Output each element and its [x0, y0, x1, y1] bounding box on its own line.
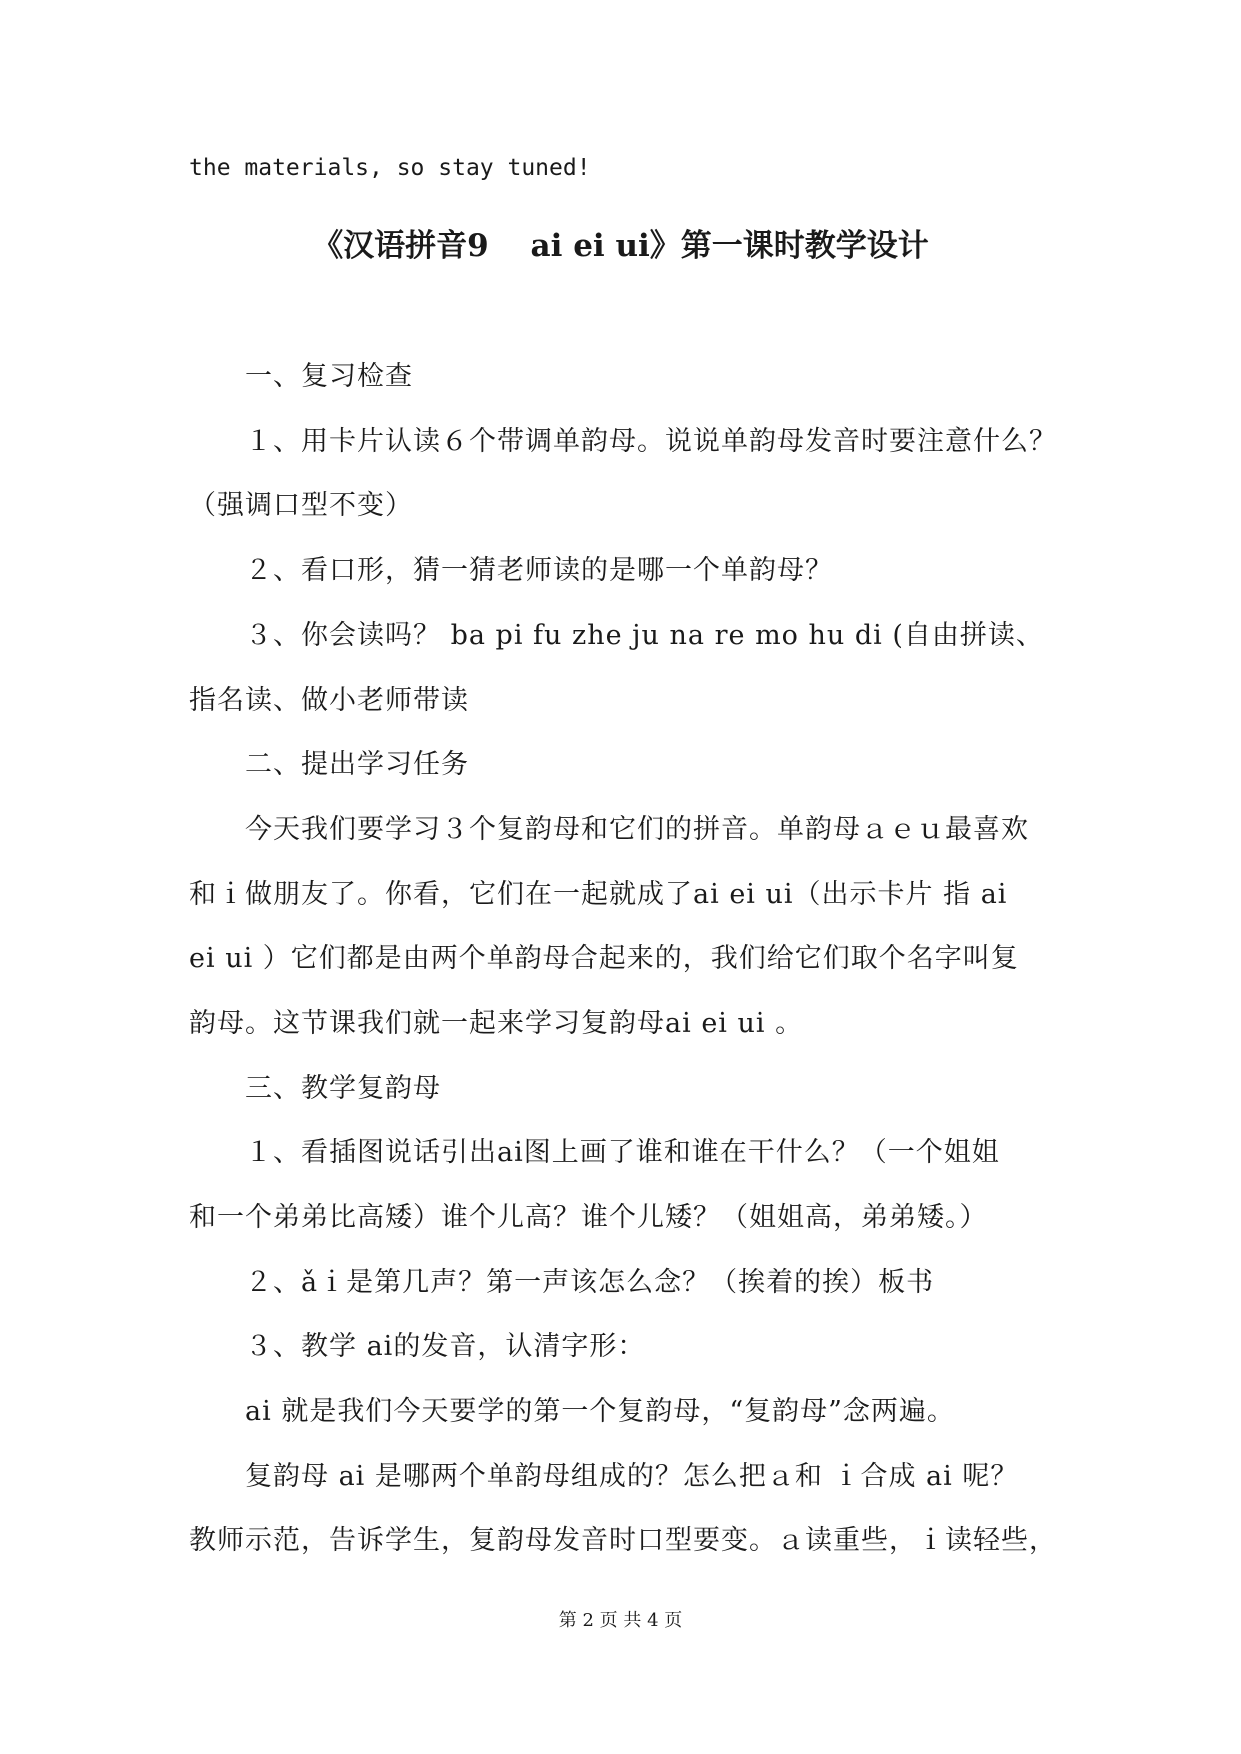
- paragraph-line: 韵母。这节课我们就一起来学习复韵母ai ei ui 。: [189, 1008, 804, 1039]
- paragraph-line: 今天我们要学习３个复韵母和它们的拼音。单韵母ａｅｕ最喜欢: [189, 814, 1029, 845]
- page-footer: 第 2 页 共 4 页: [558, 1610, 683, 1631]
- paragraph-line: （强调口型不变）: [189, 490, 413, 521]
- paragraph-line: 和ｉ做朋友了。你看，它们在一起就成了ai ei ui（出示卡片 指 ai: [189, 879, 1008, 910]
- paragraph-line: 指名读、做小老师带读: [189, 685, 469, 716]
- paragraph-line: ３、你会读吗？ ba pi fu zhe ju na re mo hu di (自由拼读、: [189, 620, 1044, 651]
- paragraph-line: 教师示范，告诉学生，复韵母发音时口型要变。ａ读重些，ｉ读轻些，: [189, 1525, 1057, 1556]
- section-heading-review: 一、复习检查: [189, 361, 413, 392]
- paragraph-line: １、用卡片认读６个带调单韵母。说说单韵母发音时要注意什么？: [189, 426, 1057, 457]
- paragraph-line: ２、ǎｉ是第几声？第一声该怎么念？（挨着的挨）板书: [189, 1267, 935, 1298]
- intro-text: the materials, so stay tuned!: [189, 155, 591, 181]
- paragraph-line: 和一个弟弟比高矮）谁个儿高？谁个儿矮？（姐姐高，弟弟矮。）: [189, 1202, 988, 1233]
- paragraph-line: １、看插图说话引出ai图上画了谁和谁在干什么？（一个姐姐: [189, 1137, 1000, 1168]
- paragraph-line: ai 就是我们今天要学的第一个复韵母，“复韵母”念两遍。: [189, 1396, 955, 1427]
- page-title: 《汉语拼音9 ai ei ui》第一课时教学设计: [312, 228, 929, 264]
- paragraph-line: ei ui ）它们都是由两个单韵母合起来的，我们给它们取个名字叫复: [189, 943, 1019, 974]
- paragraph-line: ２、看口形，猜一猜老师读的是哪一个单韵母？: [189, 555, 833, 586]
- paragraph-line: ３、教学 ai的发音，认清字形：: [189, 1331, 646, 1362]
- paragraph-line: 复韵母 ai 是哪两个单韵母组成的？怎么把ａ和 ｉ合成 ai 呢？: [189, 1461, 1019, 1492]
- section-heading-task: 二、提出学习任务: [189, 749, 469, 780]
- section-heading-teaching: 三、教学复韵母: [189, 1073, 441, 1104]
